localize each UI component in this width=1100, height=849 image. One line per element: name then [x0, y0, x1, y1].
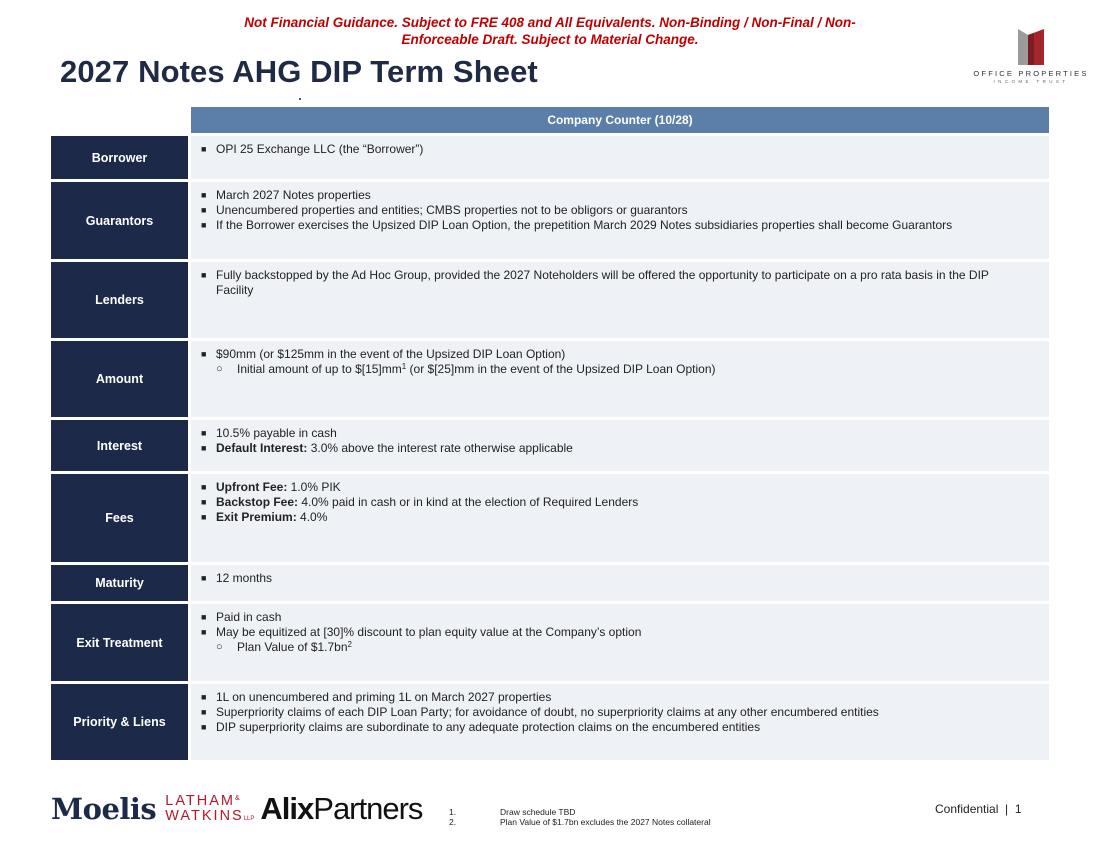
alixpartners-logo: AlixPartners	[260, 791, 423, 826]
page-title: 2027 Notes AHG DIP Term Sheet	[60, 54, 538, 89]
bullet-icon: ■	[201, 627, 207, 637]
bullet-icon: ■	[201, 443, 207, 453]
row-exit-treatment	[51, 604, 1049, 681]
bullet-item: ■ DIP superpriority claims are subordinate to any adequate protection claims on the encumbered entities	[201, 720, 761, 734]
disclaimer-line-1: Not Financial Guidance. Subject to FRE 408 and All Equivalents. Non-Binding / Non-Final / Non-	[244, 15, 856, 30]
bullet-item: ■ $90mm (or $125mm in the event of the Upsized DIP Loan Option)	[201, 347, 566, 361]
bullet-icon: ■	[201, 428, 207, 438]
sub-bullet-item: ○ Plan Value of $\$1.7bn^2$	[216, 640, 352, 654]
bullet-item: ■ 10.5% payable in cash	[201, 426, 337, 440]
row-fees	[51, 474, 1049, 562]
opi-logo-mark-icon	[1016, 27, 1046, 67]
row-label: Priority & Liens	[51, 684, 188, 760]
row-label: Maturity	[51, 565, 188, 601]
bullet-item: ■ 1L on unencumbered and priming 1L on March 2027 properties	[201, 690, 552, 704]
disclaimer	[200, 14, 900, 48]
bullet-icon: ■	[201, 190, 207, 200]
footnote: 1. Draw schedule TBD	[449, 807, 576, 817]
row-priority-liens	[51, 684, 1049, 760]
row-content	[191, 604, 1049, 681]
row-label: Exit Treatment	[51, 604, 188, 681]
row-content	[191, 474, 1049, 562]
bullet-icon: ■	[201, 220, 207, 230]
opi-logo-subname: INCOME TRUST	[993, 79, 1069, 84]
term-sheet-table	[51, 107, 1049, 760]
row-amount	[51, 341, 1049, 417]
confidential-page-number: Confidential | 1	[935, 802, 1022, 816]
circle-bullet-icon: ○	[216, 363, 223, 375]
sub-bullet-item: ○ Initial amount of up to $\$[15]mm^1$ (or $[25]mm in the event of the Upsized DIP Loan Option)	[216, 362, 716, 376]
row-content	[191, 262, 1049, 338]
bullet-icon: ■	[201, 205, 207, 215]
opi-logo-name: OFFICE PROPERTIES	[973, 69, 1089, 78]
row-guarantors	[51, 182, 1049, 259]
bullet-item: ■ Exit Premium: 4.0%	[201, 510, 328, 524]
disclaimer-line-2: Enforceable Draft. Subject to Material Change.	[401, 32, 699, 47]
row-content	[191, 684, 1049, 760]
bullet-item: ■ Default Interest: 3.0% above the interest rate otherwise applicable	[201, 441, 573, 455]
circle-bullet-icon: ○	[216, 641, 223, 653]
bullet-item: ■ Upfront Fee: 1.0% PIK	[201, 480, 341, 494]
bullet-item: ■ Superpriority claims of each DIP Loan Party; for avoidance of doubt, no superpriority claims at any other encumbered entities	[201, 705, 879, 719]
bullet-icon: ■	[201, 612, 207, 622]
row-content	[191, 182, 1049, 259]
row-label: Lenders	[51, 262, 188, 338]
row-label: Borrower	[51, 136, 188, 179]
bullet-item: ■ 12 months	[201, 571, 273, 585]
latham-watkins-logo: LATHAM& WATKINSLLP	[165, 793, 255, 824]
row-lenders	[51, 262, 1049, 338]
row-content	[191, 136, 1049, 179]
footnotes	[449, 807, 711, 827]
advisor-logos	[51, 789, 422, 829]
bullet-icon: ■	[201, 707, 207, 717]
bullet-icon: ■	[201, 270, 207, 280]
bullet-icon: ■	[201, 349, 207, 359]
row-content	[191, 420, 1049, 471]
bullet-item: ■ If the Borrower exercises the Upsized DIP Loan Option, the prepetition March 2029 Notes subsidiaries properties shall become Guarantors	[201, 218, 953, 232]
bullet-item: ■ OPI 25 Exchange LLC (the “Borrower”)	[201, 142, 424, 156]
bullet-icon: ■	[201, 573, 207, 583]
bullet-item: ■ Paid in cash	[201, 610, 282, 624]
row-label: Guarantors	[51, 182, 188, 259]
moelis-logo: Moelis	[51, 792, 157, 826]
bullet-item: ■ May be equitized at [30]% discount to plan equity value at the Company’s option	[201, 625, 642, 639]
row-content	[191, 341, 1049, 417]
row-maturity	[51, 565, 1049, 601]
bullet-icon: ■	[201, 512, 207, 522]
row-label: Amount	[51, 341, 188, 417]
bullet-item: ■ March 2027 Notes properties	[201, 188, 371, 202]
bullet-icon: ■	[201, 497, 207, 507]
bullet-icon: ■	[201, 482, 207, 492]
bullet-icon: ■	[201, 722, 207, 732]
bullet-icon: ■	[201, 144, 207, 154]
footnote: 2. Plan Value of $1.7bn excludes the 2027 Notes collateral	[449, 817, 711, 827]
row-interest	[51, 420, 1049, 471]
row-label: Interest	[51, 420, 188, 471]
opi-logo	[972, 27, 1090, 97]
row-content	[191, 565, 1049, 601]
bullet-item: ■ Backstop Fee: 4.0% paid in cash or in kind at the election of Required Lenders	[201, 495, 639, 509]
bullet-item: ■ Fully backstopped by the Ad Hoc Group, provided the 2027 Noteholders will be offered the opportunity to participate on a pro rata basis in the DIP Facility	[201, 268, 989, 297]
column-header: Company Counter (10/28)	[191, 107, 1049, 133]
row-label: Fees	[51, 474, 188, 562]
bullet-icon: ■	[201, 692, 207, 702]
stray-dot	[299, 98, 301, 100]
bullet-item: ■ Unencumbered properties and entities; CMBS properties not to be obligors or guarantors	[201, 203, 688, 217]
row-borrower	[51, 136, 1049, 179]
